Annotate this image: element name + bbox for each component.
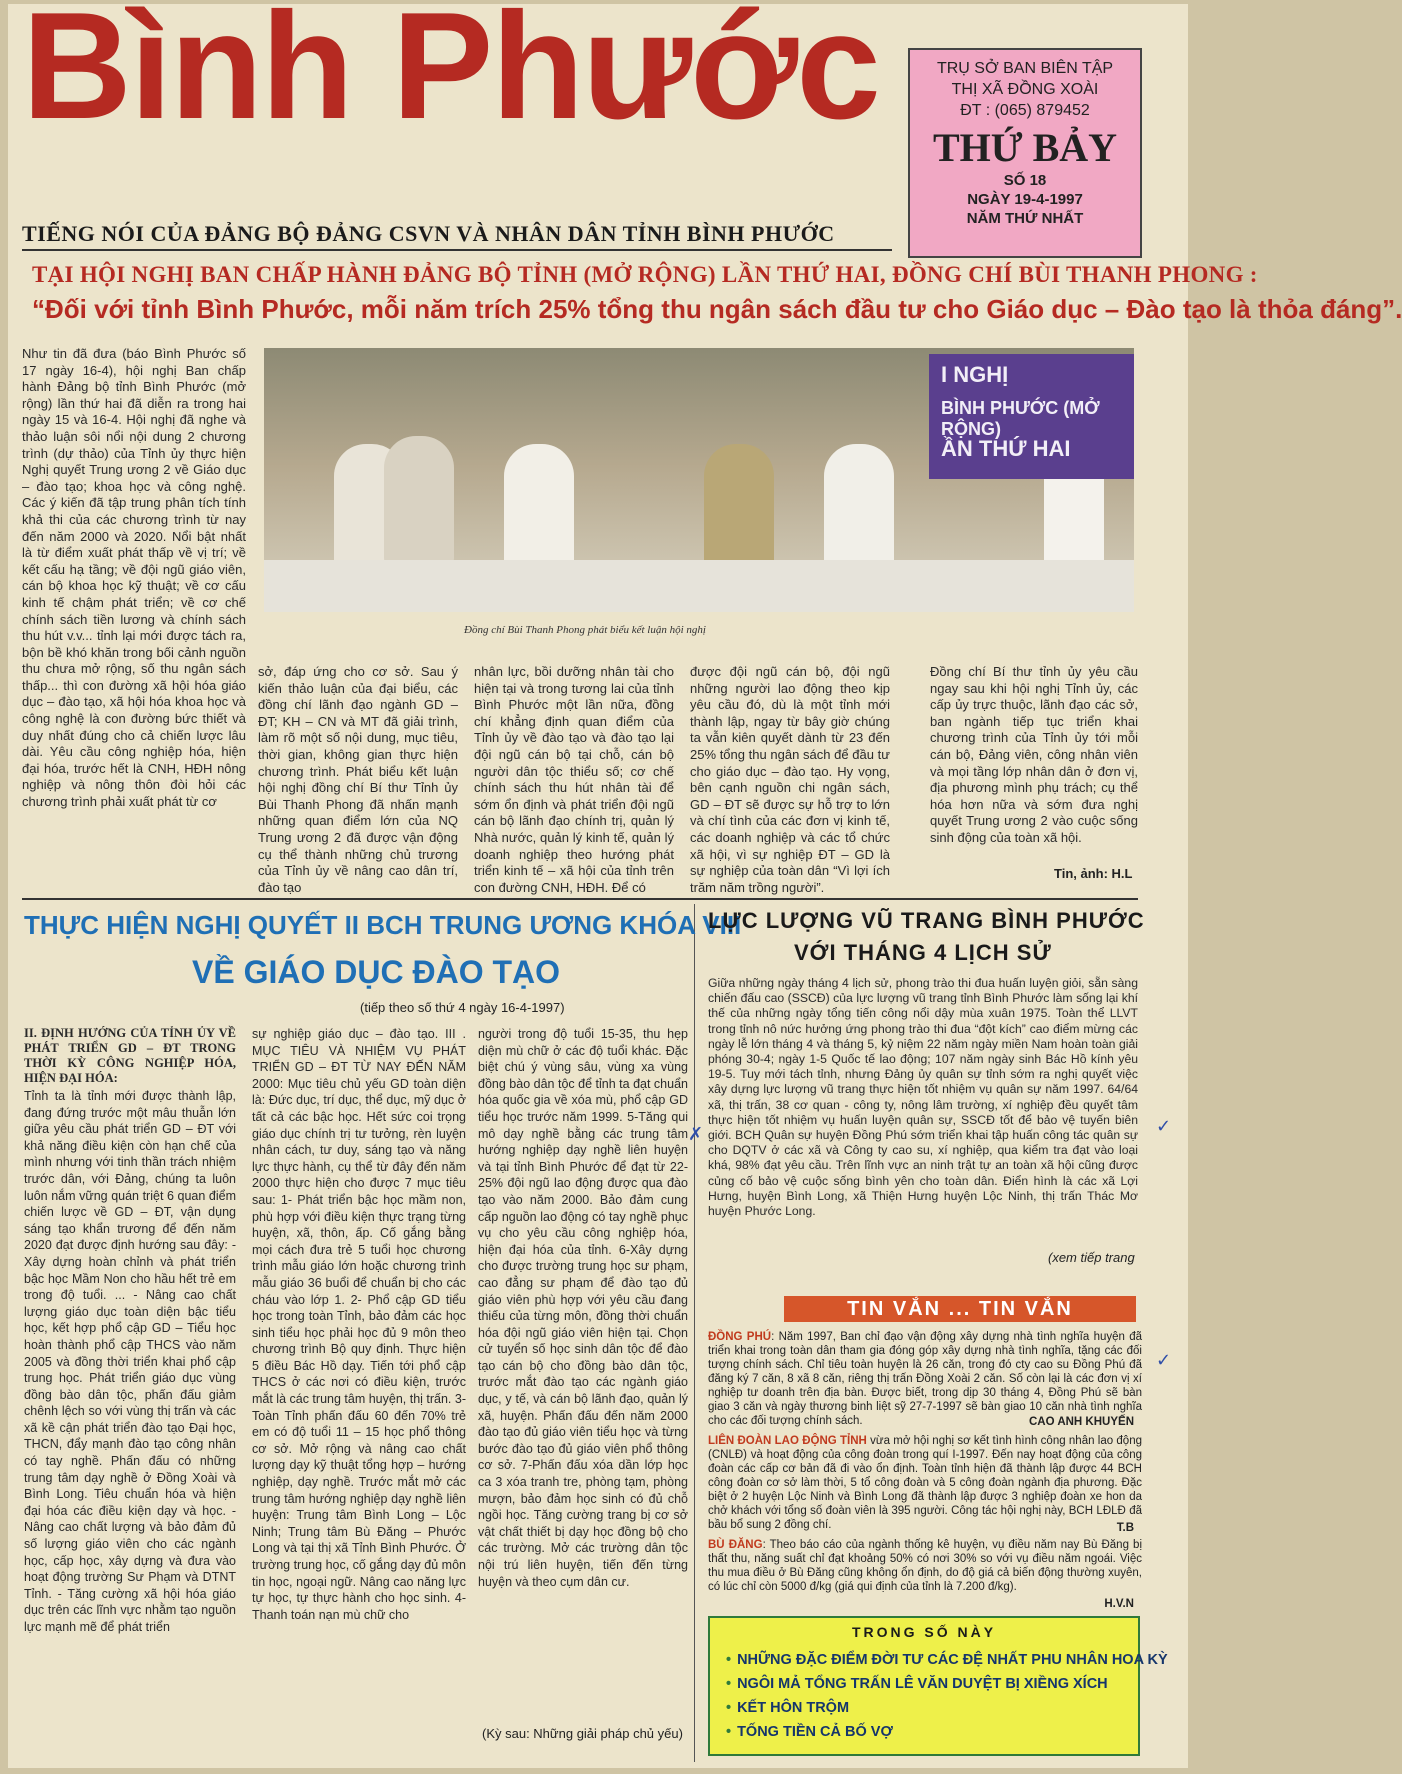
lead-column-4: được đội ngũ cán bộ, đội ngũ những người lao động theo kịp yêu cầu đó, dù là một tỉnh mới thành lập, ngay từ bây giờ chúng ta vẫn kiên quyết dành từ 23 đến 25% tổng thu ngân sách để đầu tư cho giáo dục – đào tạo. Hy vọng, bên cạnh nguồn chi ngân sách, GD – ĐT sẽ được sự hỗ trợ to lớn và chí tình của các đơn vị kinh tế, các doanh nghiệp và các tổ chức xã hội, vì sự nghiệp ĐT – GD là sự nghiệp của toàn dân “Vì lợi ích trăm năm trồng người”. — [690, 664, 890, 895]
tagline-rule — [22, 249, 892, 251]
issue-number: SỐ 18 — [1003, 172, 1047, 189]
tinvan-header: TIN VẮN ... TIN VẮN — [784, 1296, 1136, 1322]
tinvan-item-text: : Năm 1997, Ban chỉ đạo vận động xây dựng nhà tình nghĩa huyện đã triển khai trong toàn dân tham gia đóng góp xây dựng nhà tình nghĩa, tặng các đối tượng chính sách. Chỉ tiêu toàn huyện là 26 căn, trong đó cty cao su Đồng Phú đã đăng ký 7 căn, 8 xã 8 căn, riêng thị trấn Đồng Xoài 2 căn. Số còn lại là các đơn vị xí nghiệp tư doanh trên địa bàn. Được biết, trong dịp 30 tháng 4, Đồng Phú sẽ bàn giao 3 căn và ngày thương binh liệt sỹ 27-7-1997 sẽ bàn giao 10 căn nhà tình nghĩa cho các đối tượng chính sách. — [708, 1331, 1142, 1427]
bullet-icon: • — [726, 1724, 732, 1740]
tinvan-item-sig: T.B — [1116, 1522, 1134, 1534]
banner-line: I NGHỊ — [941, 362, 1009, 387]
banner-line: BÌNH PHƯỚC (MỞ RỘNG) — [941, 398, 1100, 439]
education-column-2: sự nghiệp giáo dục – đào tạo. III . MỤC TIÊU VÀ NHIỆM VỤ PHÁT TRIỂN GD – ĐT TỪ NAY ĐẾN NĂM 2000: Mục tiêu chủ yếu GD toàn diện là: Đức dục, trí dục, thể dục, mỹ dục ở tất cả các bậc học. Hết sức coi trọng giáo dục chính trị tư tưởng, rèn luyện nhân cách, tư duy, sáng tạo và năng lực thực hành, cụ thể từ đây đến năm 2000 thực hiện cho được 7 mục tiêu sau: 1- Phát triển bậc học mầm non, phù hợp với điều kiện thực trạng từng huyện, xã, thôn, ấp. Cố gắng bằng mọi cách đưa trẻ 5 tuổi học chương trình mẫu giáo lớn hoặc chương trình mẫu giáo 36 buổi để chuẩn bị cho các cháu vào lớp 1. 2- Phổ cập GD tiểu học trong toàn Tỉnh, bảo đảm các học sinh tiểu học phải học đủ 9 môn theo chương trình Bộ quy định. Thực hiện 5 điều Bác Hồ dạy. Tiến tới phổ cập THCS ở các nơi có điều kiện, trước mắt là các trung tâm huyện, thị trấn. 3-Toàn Tỉnh phấn đấu 60 đến 70% trẻ em có độ tuổi 11 – 15 học phổ thông cơ sở. Mở rộng và nâng cao chất lượng dạy kỹ thuật tổng hợp – hướng nghiệp, dạy nghề. Trước mắt mở các trung tâm hướng nghiệp dạy nghề liên huyện: Trung tâm Bình Long – Lộc Ninh; Trung tâm Bù Đăng – Phước Long và tại thị xã Tỉnh Bình Phước. Ở trường trung học, cố gắng dạy đủ môn tin học, ngoại ngữ. Nâng cao năng lực tự học, tự thực hành cho học sinh. 4-Thanh toán nạn mù chữ cho — [252, 1027, 466, 1622]
masthead-tagline: TIẾNG NÓI CỦA ĐẢNG BỘ ĐẢNG CSVN VÀ NHÂN DÂN TỈNH BÌNH PHƯỚC — [22, 221, 835, 246]
tinvan-item-lead: LIÊN ĐOÀN LAO ĐỘNG TỈNH — [708, 1435, 867, 1447]
lead-column-3: nhân lực, bồi dưỡng nhân tài cho hiện tại và trong tương lai của tỉnh Bình Phước một lần nữa, đồng chí khẳng định quan điểm của Tỉnh ủy về đào tạo và đào tạo lại đội ngũ cán bộ tại chỗ, cán bộ người dân tộc thiểu số; cơ chế chính sách thu hút nhân tài để sớm ổn định và phát triển đội ngũ cán bộ lãnh đạo chính trị, quản lý Nhà nước, quản lý kinh tế, quản lý doanh nghiệp theo hướng phát triển kinh tế – xã hội của tỉnh trên con đường CNH, HĐH. Để có — [474, 664, 674, 895]
armed-forces-continued: (xem tiếp trang — [1048, 1250, 1135, 1265]
photo-figure — [824, 444, 894, 574]
armed-forces-body: Giữa những ngày tháng 4 lịch sử, phong trào thi đua huấn luyện giỏi, sẵn sàng chiến đấu cao (SSCĐ) của lực lượng vũ trang tỉnh Bình Phước làm sống lại khí thế của những ngày tổng tiến công nổi dậy mùa xuân 1975. Toàn thể LLVT trong tỉnh nô nức hưởng ứng phong trào thi đua “đột kích” cao điểm mừng các ngày lễ lớn tháng 4 và tháng 5, kỷ niệm 22 năm ngày miền Nam hoàn toàn giải phóng 30-4; ngày 1-5 Quốc tế lao động; 107 năm ngày sinh Bác Hồ kính yêu 19-5. Tuy mới tách tỉnh, nhưng Đảng ủy quân sự tỉnh sớm ra nghị quyết việc xây dựng lực lượng vũ trang thực hiện tốt nhiệm vụ quân sự năm 1997. 64/64 xã, thị trấn, 38 cơ quan - công ty, nông lâm trường, xí nghiệp đều quyết tâm thực hiện tốt nhiệm vụ huấn luyện quân sự, SSCĐ tốt để bảo vệ tuyến biên giới. BCH Quân sự huyện Đồng Phú sớm triển khai tập huấn công tác quân sự cho DQTV ở các xã và Công ty cao su, xí nghiệp, qua kiểm tra đạt vào loại khá, 98% đạt yêu cầu. Trên lĩnh vực an ninh trật tự an toàn xã hội cũng được củng cố bảo vệ cuộc sống bình yên cho toàn dân. Điển hình là các xã Lợi Hưng, huyện Bình Long, xã Thiện Hưng huyện Lộc Ninh, thị trấn Thác Mơ huyện Phước Long. — [708, 976, 1138, 1219]
lead-headline: “Đối với tỉnh Bình Phước, mỗi năm trích 25% tổng thu ngân sách đầu tư cho Giáo dục – Đào tạo là thỏa đáng”. — [32, 294, 1402, 324]
masthead-title: Bình Phước — [22, 0, 879, 151]
tinvan-item-text: : Theo báo cáo của ngành thống kê huyện, vụ điều năm nay Bù Đăng bị thất thu, năng suất chỉ đạt khoảng 50% có nơi 30% so với vụ điều năm ngoái. Việc thu mua điều ở Bù Đăng cũng không ổn định, do độ giá cả biến động thường xuyên, có lúc chỉ còn 5000 đ/kg (giá qui định của tỉnh là 7.200 đ/kg). — [708, 1539, 1142, 1593]
lead-column-5: Đồng chí Bí thư tỉnh ủy yêu cầu ngay sau khi hội nghị Tỉnh ủy, các cấp ủy trực thuộc, lãnh đạo các sở, ban ngành tiếp tục triển khai chương trình của Tỉnh ủy tới mỗi cán bộ, Đảng viên, công nhân viên và mọi tầng lớp nhân dân ở đơn vị, địa phương mình phụ trách; cụ thể hóa hơn nữa và sớm đưa nghị quyết Trung ương 2 vào cuộc sống sinh động của toàn xã hội. — [930, 664, 1138, 845]
education-continued: (tiếp theo số thứ 4 ngày 16-4-1997) — [360, 1000, 565, 1015]
pen-mark-icon: ✗ — [688, 1124, 704, 1145]
lead-column-1: Như tin đã đưa (báo Bình Phước số 17 ngày 16-4), hội nghị Ban chấp hành Đảng bộ tỉnh Bình Phước (mở rộng) lần thứ hai đã diễn ra trong hai ngày 15 và 16-4. Hội nghị đã nghe và thảo luận sôi nổi nội dung 2 chương trình (dự thảo) của Tỉnh ủy thực hiện Nghị quyết Trung ương 2 về Giáo dục – đào tạo; khoa học và công nghệ. Các ý kiến đã tập trung phân tích tính khả thi của các chương trình từ nay đến năm 2000 và 2020. Nổi bật nhất là từ điểm xuất phát thấp về vị trí; về kết cấu hạ tầng; về đội ngũ giáo viên, cán bộ khoa học kỹ thuật; về cơ cấu kinh tế chậm phát triển; về cơ chế chính sách tiền lương và chính sách thu hút v.v... tỉnh lại mới được tách ra, bộn bề khó khăn trong bối cảnh nguồn thu chưa mở rộng, số thu ngân sách thấp... thì con đường xã hội hóa giáo dục – đào tạo, xã hội hóa khoa học và công nghệ là con đường bức thiết và duy nhất đúng cho cả chiến lược lâu dài. Yêu cầu công nghiệp hóa, hiện đại hóa, trước hết là CNH, HĐH nông nghiệp và nông thôn đòi hỏi các chương trình phải xuất phát từ cơ — [22, 346, 246, 810]
tinvan-item-sig: CAO ANH KHUYẾN — [1029, 1416, 1134, 1428]
office-location: THỊ XÃ ĐỒNG XOÀI — [951, 81, 1099, 98]
education-column-3: người trong độ tuổi 15-35, thu hẹp diện mù chữ ở các độ tuổi khác. Đặc biệt chú ý vùng sâu, vùng xa vùng đồng bào dân tộc để tỉnh ta đạt chuẩn hóa quốc gia về xóa mù, phổ cập GD tiểu học trước năm 1999. 5-Tăng qui mô dạy nghề bằng các trung tâm hướng nghiệp dạy nghề liên huyện và tại tỉnh Bình Phước để đạt từ 22-25% đội ngũ lao động được qua đào tạo vào năm 2000. Bảo đảm cung cấp nguồn lao động có tay nghề phục vụ cho yêu cầu công nghiệp hóa, hiện đại hóa của tỉnh. 6-Xây dựng cho được trường trung học sư phạm, cao đẳng sư phạm để đào tạo đủ giáo viên phù hợp với yêu cầu đang thiếu của từng môn, đồng thời chuẩn hóa đội ngũ giáo viên hiện tại. Chọn cử tuyển số học sinh dân tộc để đào tạo cán bộ cho đồng bào dân tộc, trước mắt đào tạo các ngành giáo dục, y tế, và cán bộ lãnh đạo, quản lý xã, huyện. Phấn đấu đến năm 2000 đào tạo đủ giáo viên tiểu học và từng bước đào tạo đủ giáo viên phổ thông cơ sở. 7-Phấn đấu xóa dần lớp học ca 3 xóa tranh tre, phòng tạm, phòng mượn, bảo đảm học sinh có đủ chỗ ngồi học. Tăng cường trang bị cơ sở vật chất thiết bị dạy học đồng bộ cho các trường. Mở các trường dân tộc nội trú liên huyện, tiến đến từng huyện và theo cụm dân cư. — [478, 1027, 688, 1589]
inside-item — [726, 1724, 893, 1740]
inside-item — [726, 1652, 1168, 1668]
column-divider — [694, 904, 695, 1762]
photo-figure — [504, 444, 574, 574]
inside-item-text: KẾT HÔN TRỘM — [737, 1700, 850, 1716]
photo-banner — [929, 354, 1134, 479]
section-divider — [22, 898, 1138, 900]
inside-item — [726, 1700, 849, 1716]
inside-item — [726, 1676, 1108, 1692]
pen-mark-icon: ✓ — [1156, 1116, 1172, 1137]
tinvan-item-lead: ĐỒNG PHÚ — [708, 1331, 772, 1343]
tinvan-item — [708, 1538, 1142, 1596]
bullet-icon: • — [726, 1652, 732, 1668]
photo-caption: Đồng chí Bùi Thanh Phong phát biểu kết luận hội nghị — [464, 624, 706, 636]
bullet-icon: • — [726, 1700, 732, 1716]
inside-item-text: NGÔI MẢ TỔNG TRẤN LÊ VĂN DUYỆT BỊ XIỀNG XÍCH — [737, 1676, 1108, 1692]
masthead — [18, 0, 898, 212]
lead-kicker: TẠI HỘI NGHỊ BAN CHẤP HÀNH ĐẢNG BỘ TỈNH (MỞ RỘNG) LẦN THỨ HAI, ĐỒNG CHÍ BÙI THANH PHONG : — [32, 262, 1258, 287]
inside-this-issue-box — [708, 1616, 1168, 1756]
bullet-icon: • — [726, 1676, 732, 1692]
issue-year: NĂM THỨ NHẤT — [966, 210, 1084, 227]
photo-figure — [384, 436, 454, 566]
lead-byline: Tin, ảnh: H.L — [1054, 866, 1133, 881]
inside-item-text: NHỮNG ĐẶC ĐIỂM ĐỜI TƯ CÁC ĐỆ NHẤT PHU NHÂN HOA KỲ — [737, 1652, 1168, 1668]
office-label: TRỤ SỞ BAN BIÊN TẬP — [936, 60, 1114, 77]
issue-info-box — [908, 48, 1142, 258]
education-title-1: THỰC HIỆN NGHỊ QUYẾT II BCH TRUNG ƯƠNG KHÓA VIII — [24, 910, 742, 940]
tinvan-item-sig: H.V.N — [1104, 1598, 1134, 1610]
education-col1-heading: II. ĐỊNH HƯỚNG CỦA TỈNH ỦY VỀ PHÁT TRIỂN GD – ĐT TRONG THỜI KỲ CÔNG NGHIỆP HÓA, HIỆN ĐẠI HÓA: — [24, 1026, 236, 1085]
armed-forces-title-1: LỰC LƯỢNG VŨ TRANG BÌNH PHƯỚC — [708, 908, 1145, 933]
issue-date: NGÀY 19-4-1997 — [967, 191, 1083, 208]
photo-table — [264, 560, 1134, 612]
newspaper-page — [8, 0, 1402, 1768]
inside-title: TRONG SỐ NÀY — [851, 1624, 997, 1640]
photo-figure — [704, 444, 774, 574]
banner-line: ẦN THỨ HAI — [941, 436, 1071, 461]
education-title-2: VỀ GIÁO DỤC ĐÀO TẠO — [192, 954, 561, 990]
tinvan-item-lead: BÙ ĐĂNG — [708, 1539, 763, 1551]
pen-mark-icon: ✓ — [1156, 1350, 1172, 1371]
office-phone: ĐT : (065) 879452 — [960, 102, 1090, 119]
armed-forces-title-2: VỚI THÁNG 4 LỊCH SỬ — [794, 940, 1052, 965]
issue-day: THỨ BẢY — [932, 125, 1118, 170]
inside-item-text: TỐNG TIỀN CẢ BỐ VỢ — [737, 1724, 893, 1740]
conference-photo — [264, 348, 1134, 612]
education-next-note: (Kỳ sau: Những giải pháp chủ yếu) — [482, 1726, 683, 1741]
lead-column-2: sở, đáp ứng cho cơ sở. Sau ý kiến thảo luận của đại biểu, các đồng chí lãnh đạo ngành GD – ĐT; KH – CN và MT đã giải trình, làm rõ một số nội dung, mục tiêu, thời gian, không gian thực hiện chương trình. Phát biểu kết luận hội nghị đồng chí Bí thư Tỉnh ủy Bùi Thanh Phong đã nhấn mạnh những quan điểm lớn của NQ Trung ương 2 đã được vận động cụ thể thành những chủ trương của Tỉnh ủy về nâng cao dân trí, đào tạo — [258, 664, 458, 895]
education-column-1: Tỉnh ta là tỉnh mới được thành lập, đang đứng trước một mâu thuẫn lớn giữa yêu cầu phát triển GD – ĐT với khả năng điều kiện còn hạn chế của mình nhưng với tinh thần trách nhiệm trước dân, với Đảng, chúng ta luôn luôn nắm vững quán triệt 6 quan điểm chiến lược về GD – ĐT, vận dụng sáng tạo khẩn trương để đến năm 2020 đạt được định hướng sau đây: - Xây dựng hoàn chỉnh và phát triển bậc học Mầm Non cho hầu hết trẻ em trong độ tuổi. ... - Nâng cao chất lượng giáo dục toàn diện bậc tiểu học, kết hợp phổ cập GD – Tiểu học hoàn thành phổ cập THCS vào năm 2005 và đồng thời triển khai phổ cập trung học. Phát triển giáo dục vùng đồng bào dân tộc, phấn đấu giảm chênh lệch so với vùng thị trấn và các xã kề cận phát triển đào tạo Đại học, THCN, đẩy mạnh đào tạo công nhân có tay nghề. Phấn đấu có những trung tâm dạy nghề ở Đồng Xoài và Bình Long. Tiêu chuẩn hóa và hiện đại hóa các điều kiện dạy và học. - Nâng cao chất lượng và bảo đảm đủ số lượng giáo viên cho các ngành học, cấp học, xây dựng và đưa vào hoạt động trường Sư Phạm và DTNT Tỉnh. - Tăng cường xã hội hóa giáo dục trên các lĩnh vực nhằm tạo nguồn lực mạnh mẽ để phát triển — [24, 1089, 236, 1634]
tinvan-item-text: vừa mở hội nghị sơ kết tình hình công nhân lao động (CNLĐ) và hoạt động của công đoàn trong quí I-1997. Đến nay hoạt động của công đoàn các cấp cơ bản đã đi vào ổn định. Toàn tỉnh hiện đã thành lập được 44 BCH công đoàn cơ sở làm thời, 5 tổ công đoàn và 5 công đoàn ngành địa phương. Đặc biệt ở 2 huyện Lộc Ninh và Bình Long đã thành lập được 3 nghiệp đoàn xe hon da chở khách với tổng số đoàn viên là 395 người. Công tác hội nghị này, BCH LĐLĐ đã bầu bổ sung 2 đồng chí. — [708, 1435, 1142, 1531]
